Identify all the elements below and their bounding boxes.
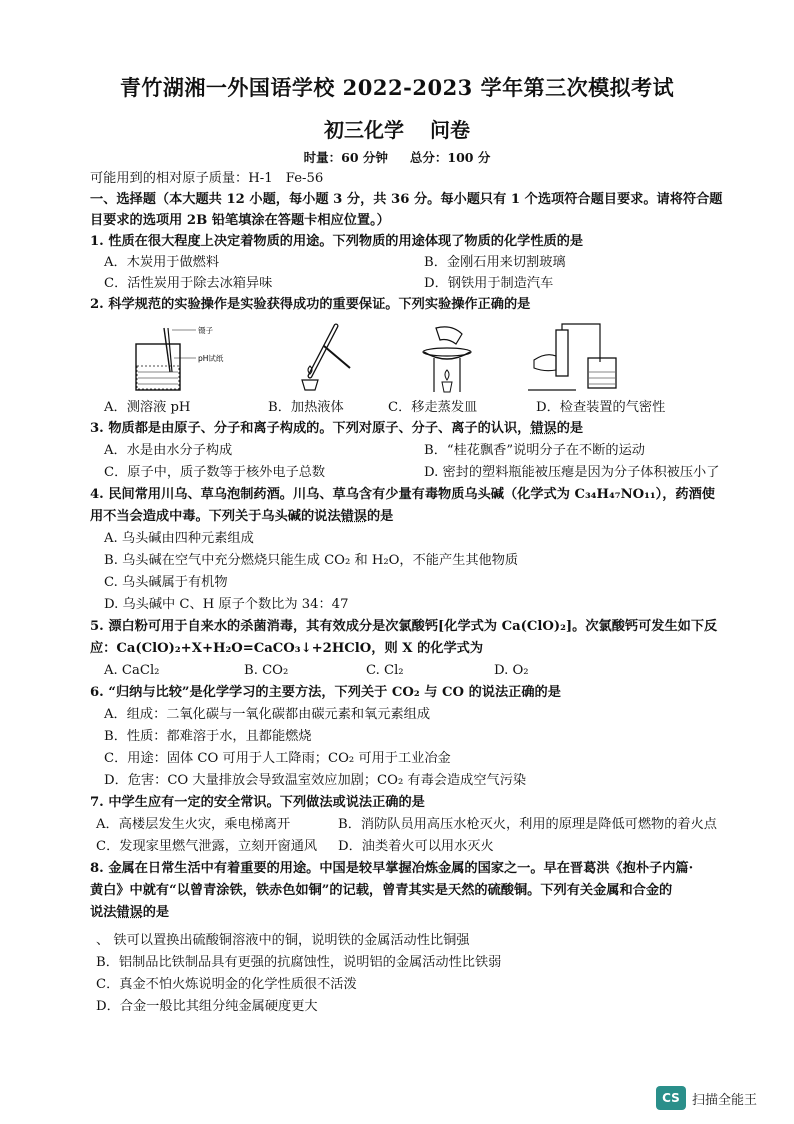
q5-option-c: C. Cl₂ xyxy=(366,663,404,678)
q1-stem: 1. 性质在很大程度上决定着物质的用途。下列物质的用途体现了物质的化学性质的是 xyxy=(90,234,584,249)
q6-option-c: C．用途：固体 CO 可用于人工降雨；CO₂ 可用于工业冶金 xyxy=(104,751,451,766)
scanner-watermark xyxy=(656,1084,757,1112)
label-ph-paper: pH试纸 xyxy=(198,354,224,363)
q2-figure-c xyxy=(412,322,482,394)
total-score: 总分：100 分 xyxy=(409,150,491,165)
q7-option-c: C．发现家里燃气泄露，立刻开窗通风 xyxy=(96,839,318,854)
q6-option-b: B．性质：都难溶于水，且都能燃烧 xyxy=(104,729,312,744)
q4-stem-2: 用不当会造成中毒。下列关于乌头碱的说法错误的是 xyxy=(90,509,394,524)
q2-option-d: D．检查装置的气密性 xyxy=(536,400,666,415)
q2-option-c: C．移走蒸发皿 xyxy=(388,400,478,415)
q5-option-b: B. CO₂ xyxy=(244,663,289,678)
time-limit: 时量：60 分钟 xyxy=(303,150,388,165)
q4-option-c: C. 乌头碱属于有机物 xyxy=(104,575,228,590)
q5-stem-2: 应：Ca(ClO)₂+X+H₂O=CaCO₃↓+2HClO，则 X 的化学式为 xyxy=(90,641,484,656)
subject-label: 初三化学 xyxy=(324,118,404,142)
q1-option-a: A．木炭用于做燃料 xyxy=(104,255,220,270)
exam-meta xyxy=(0,148,794,166)
q5-option-d: D. O₂ xyxy=(494,663,529,678)
q2-stem: 2. 科学规范的实验操作是实验获得成功的重要保证。下列实验操作正确的是 xyxy=(90,297,531,312)
q6-option-d: D．危害：CO 大量排放会导致温室效应加剧；CO₂ 有毒会造成空气污染 xyxy=(104,773,527,788)
paper-label: 问卷 xyxy=(430,118,470,142)
q4-option-d: D. 乌头碱中 C、H 原子个数比为 34：47 xyxy=(104,597,349,612)
q2-figure-d xyxy=(526,322,626,394)
q6-stem: 6. “归纳与比较”是化学学习的主要方法，下列关于 CO₂ 与 CO 的说法正确的是 xyxy=(90,685,561,700)
q1-option-c: C．活性炭用于除去冰箱异味 xyxy=(104,276,273,291)
q4-option-a: A. 乌头碱由四种元素组成 xyxy=(104,531,254,546)
section-instructions-2: 目要求的选项用 2B 铅笔填涂在答题卡相应位置。） xyxy=(90,213,390,228)
q8-option-a: 、 铁可以置换出硫酸铜溶液中的铜，说明铁的金属活动性比铜强 xyxy=(96,933,470,948)
exam-subtitle xyxy=(0,114,794,143)
q8-option-b: B．铝制品比铁制品具有更强的抗腐蚀性，说明铝的金属活动性比铁弱 xyxy=(96,955,502,970)
q3-option-b: B．“桂花飘香”说明分子在不断的运动 xyxy=(424,443,645,458)
q2-figure-b xyxy=(288,322,368,394)
exam-title: 青竹湖湘一外国语学校 2022-2023 学年第三次模拟考试 xyxy=(119,75,675,100)
q7-option-d: D．油类着火可以用水灭火 xyxy=(338,839,494,854)
q6-option-a: A．组成：二氧化碳与一氧化碳都由碳元素和氧元素组成 xyxy=(104,707,431,722)
q5-option-a: A. CaCl₂ xyxy=(104,663,160,678)
q3-option-a: A．水是由水分子构成 xyxy=(104,443,233,458)
q7-option-a: A．高楼层发生火灾，乘电梯离开 xyxy=(96,817,291,832)
q8-option-d: D．合金一般比其组分纯金属硬度更大 xyxy=(96,999,318,1014)
q8-stem-1: 8. 金属在日常生活中有着重要的用途。中国是较早掌握冶炼金属的国家之一。早在晋葛洪《抱朴子内篇· xyxy=(90,861,694,876)
q3-option-c: C．原子中，质子数等于核外电子总数 xyxy=(104,465,326,480)
q1-option-b: B．金刚石用来切割玻璃 xyxy=(424,255,566,270)
q2-option-b: B．加热液体 xyxy=(268,400,344,415)
scanner-brand-text: 扫描全能王 xyxy=(692,1092,758,1108)
q7-stem: 7. 中学生应有一定的安全常识。下列做法或说法正确的是 xyxy=(90,795,425,810)
q8-stem-3: 说法错误的是 xyxy=(90,905,170,920)
q2-option-a: A．测溶液 pH xyxy=(104,400,191,415)
label-tweezers: 镊子 xyxy=(198,326,213,335)
atomic-masses: 可能用到的相对原子质量：H-1 Fe-56 xyxy=(90,171,324,186)
q2-figure-a xyxy=(130,322,250,394)
scanner-logo-icon: CS xyxy=(656,1086,686,1110)
q8-option-c: C．真金不怕火炼说明金的化学性质很不活泼 xyxy=(96,977,357,992)
section-instructions-1: 一、选择题（本大题共 12 小题，每小题 3 分，共 36 分。每小题只有 1 个选项符合题目要求。请将符合题 xyxy=(90,192,723,207)
q5-stem-1: 5. 漂白粉可用于自来水的杀菌消毒，其有效成分是次氯酸钙[化学式为 Ca(ClO)₂]。次氯酸钙可发生如下反 xyxy=(90,619,718,634)
q4-stem-1: 4. 民间常用川乌、草乌泡制药酒。川乌、草乌含有少量有毒物质乌头碱（化学式为 C₃₄H₄₇NO₁₁），药酒使 xyxy=(90,487,715,502)
q1-option-d: D．钢铁用于制造汽车 xyxy=(424,276,554,291)
q7-option-b: B．消防队员用高压水枪灭火，利用的原理是降低可燃物的着火点 xyxy=(338,817,717,832)
q3-stem: 3. 物质都是由原子、分子和离子构成的。下列对原子、分子、离子的认识，错误的是 xyxy=(90,421,584,436)
q3-option-d: D. 密封的塑料瓶能被压瘪是因为分子体积被压小了 xyxy=(424,465,720,480)
q8-stem-2: 黄白》中就有“以曾青涂铁，铁赤色如铜”的记载，曾青其实是天然的硫酸铜。下列有关金属和合金的 xyxy=(90,883,673,898)
q4-option-b: B. 乌头碱在空气中充分燃烧只能生成 CO₂ 和 H₂O，不能产生其他物质 xyxy=(104,553,519,568)
